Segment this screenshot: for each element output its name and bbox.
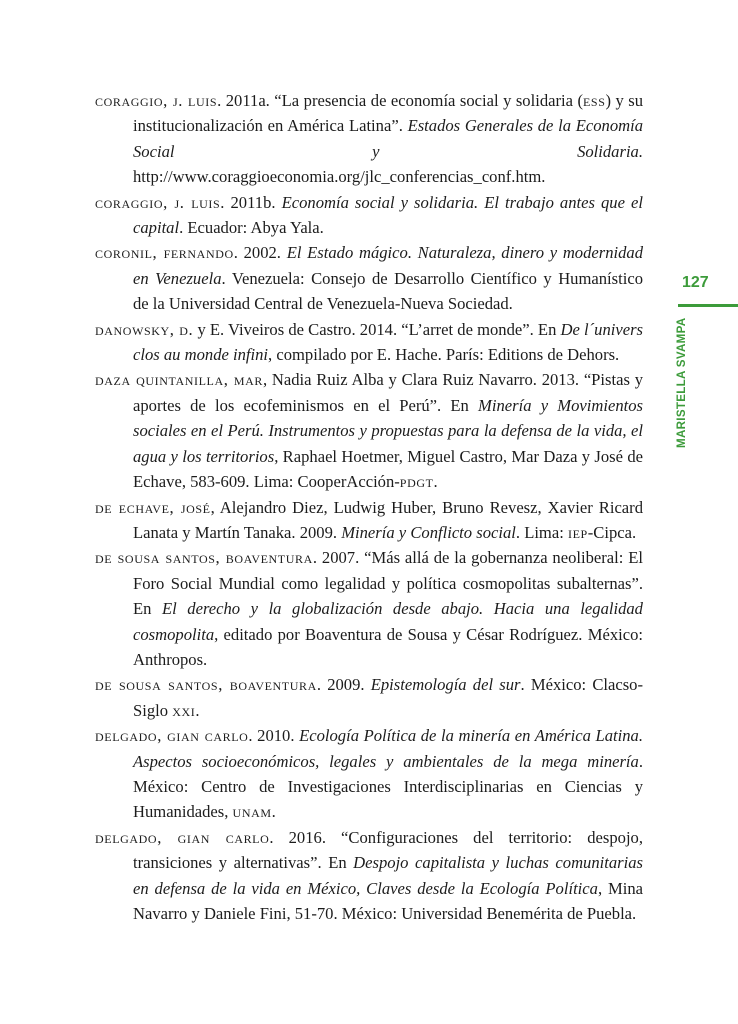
reference-author: de echave, josé	[95, 497, 211, 517]
reference-text: . 2009.	[316, 675, 371, 695]
reference-entry	[95, 88, 643, 190]
reference-text: .	[195, 700, 200, 720]
reference-text: , Alejandro Diez, Ludwig Huber, Bruno Revesz, Xavier Ricard Lanata y Martín Tanaka. 2009.	[133, 497, 643, 542]
page-number: 127	[682, 274, 709, 291]
reference-text: . México: Centro de Investigaciones Interdisciplinarias en Ciencias y Humanidades,	[133, 751, 643, 822]
reference-acronym: ess	[582, 91, 606, 110]
reference-text: , editado por Boaventura de Sousa y César Rodríguez. México: Anthropos.	[133, 624, 643, 669]
reference-text: -Cipca.	[587, 522, 637, 542]
reference-author: coraggio, j. luis	[95, 192, 221, 212]
reference-text: . 2016. “Configuraciones del territorio: despojo, transiciones y alternativas”. En	[133, 827, 643, 873]
reference-text: ) y su institucionalización en América Latina”.	[133, 91, 643, 136]
reference-title: Minería y Conflicto social	[341, 522, 516, 542]
reference-title: El Estado mágico. Naturaleza, dinero y modernidad en Venezuela	[133, 243, 644, 288]
reference-title: Epistemología del sur	[370, 675, 521, 695]
reference-title: Despojo capitalista y luchas comunitarias en defensa de la vida en México, Claves desde la Ecología Política	[133, 853, 643, 898]
reference-text: .	[433, 472, 438, 492]
reference-acronym: unam	[232, 802, 272, 822]
reference-text: , Raphael Hoetmer, Miguel Castro, Mar Daza y José de Echave, 583-609. Lima: CooperAcción-	[133, 446, 644, 492]
reference-author: coronil, fernando	[95, 243, 234, 263]
reference-entry	[95, 672, 643, 723]
reference-text: y E. Viveiros de Castro. 2014. “L’arret de monde”. En	[193, 319, 561, 339]
reference-author: delgado, gian carlo	[95, 726, 249, 746]
reference-entry	[95, 723, 643, 825]
reference-title: Estados Generales de la Economía Social y Solidaria.	[133, 116, 644, 161]
reference-title: Minería y Movimientos sociales en el Perú. Instrumentos y propuestas para la defensa de la vida, el agua y los territorios	[133, 395, 643, 466]
reference-author: de sousa santos, boaventura	[95, 548, 313, 568]
reference-text: , Mina Navarro y Daniele Fini, 51-70. México: Universidad Benemérita de Puebla.	[133, 878, 643, 923]
reference-acronym: iep	[567, 522, 588, 542]
reference-text: . Venezuela: Consejo de Desarrollo Científico y Humanístico de la Universidad Central de Venezuela-Nueva Sociedad.	[133, 268, 644, 314]
reference-text: . 2010.	[248, 726, 300, 746]
reference-entry	[95, 825, 643, 927]
reference-text: . Ecuador: Abya Yala.	[179, 218, 324, 238]
reference-entry	[95, 367, 643, 494]
reference-text: . 2007. “Más allá de la gobernanza neoliberal: El Foro Social Mundial como legalidad y política cosmopolitas subalternas”. En	[133, 548, 643, 619]
running-head-author: MARISTELLA SVAMPA	[675, 317, 688, 448]
reference-acronym: pdgt	[399, 472, 434, 492]
reference-entry	[95, 240, 643, 316]
reference-text: , Nadia Ruiz Alba y Clara Ruiz Navarro. 2013. “Pistas y aportes de los ecofeminismos en el Perú”. En	[133, 370, 643, 415]
reference-title: El derecho y la globalización desde abajo. Hacia una legalidad cosmopolita	[133, 599, 643, 644]
reference-author: coraggio, j. luis	[95, 91, 218, 110]
reference-author: de sousa santos, boaventura	[95, 675, 317, 695]
reference-author: danowsky, d.	[95, 319, 194, 339]
reference-entry	[95, 545, 643, 672]
reference-text: . 2011b.	[220, 192, 282, 212]
reference-list	[95, 88, 643, 926]
reference-entry	[95, 317, 643, 368]
reference-text: . México: Clacso-Siglo	[133, 675, 644, 720]
reference-text: .	[271, 802, 276, 822]
reference-title: De l´univers clos au monde infini	[133, 319, 643, 365]
reference-entry	[95, 495, 643, 546]
reference-title: Economía social y solidaria. El trabajo antes que el capital	[133, 192, 644, 238]
reference-text: , compilado por E. Hache. París: Editions de Dehors.	[268, 345, 620, 365]
reference-entry	[95, 190, 643, 241]
reference-text: . 2002.	[233, 243, 287, 263]
reference-author: delgado, gian carlo	[95, 827, 270, 847]
reference-text: . Lima:	[515, 522, 568, 542]
reference-text: http://www.coraggioeconomia.org/jlc_conferencias_conf.htm.	[133, 167, 546, 187]
reference-title: Ecología Política de la minería en América Latina. Aspectos socioeconómicos, legales y ambientales de la mega minería	[133, 726, 643, 771]
reference-acronym: xxi	[172, 700, 196, 720]
page-number-rule	[678, 304, 738, 307]
reference-author: daza quintanilla, mar	[95, 370, 263, 390]
reference-text: . 2011a. “La presencia de economía social y solidaria (	[217, 91, 583, 110]
